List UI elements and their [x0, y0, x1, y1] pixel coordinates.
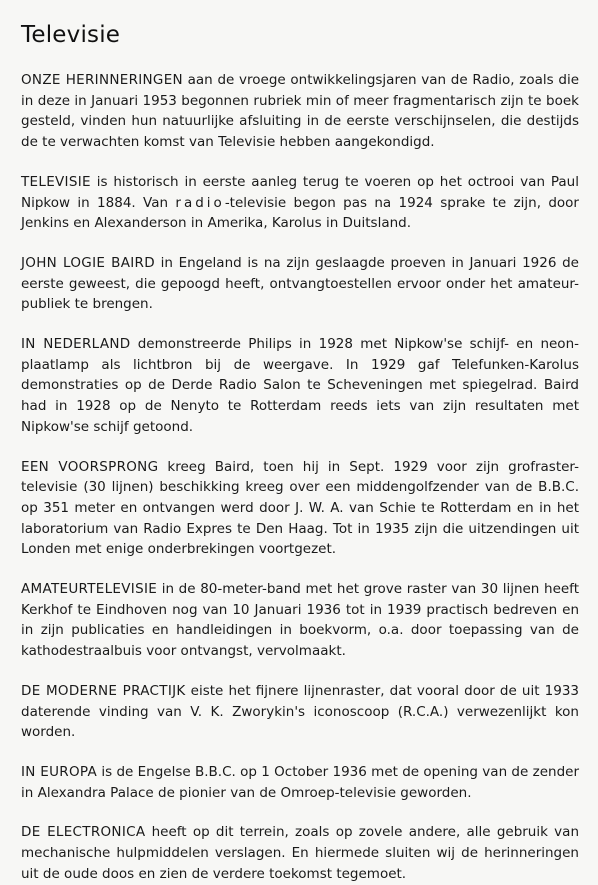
paragraph-emphasis: radio	[175, 194, 225, 211]
paragraph-text: in Engeland is na zijn geslaagde proeven in Januari 1926 de eerste geweest, die gepoogd heeft, ontvangtoestellen ervoor onder het amateur-publiek te brengen.	[21, 254, 579, 313]
paragraph-lead: ONZE HERINNERINGEN	[21, 72, 183, 88]
paragraph-lead: TELEVISIE	[21, 173, 91, 190]
paragraph-amateurtelevisie	[21, 579, 579, 662]
paragraph-baird	[21, 253, 579, 315]
paragraph-text: eiste het fijnere lijnenraster, dat vooral door de uit 1933 daterende vinding van V. K. Zworykin's iconoscoop (R.C.A.) verwezenlijkt kon worden.	[21, 682, 579, 741]
paragraph-text: demonstreerde Philips in 1928 met Nipkow'se schijf- en neon-plaatlamp als lichtbron bij de weergave. In 1929 gaf Telefunken-Karolus demonstraties op de Derde Radio Salon te Scheveningen met spiegelrad. Baird had in 1928 op de Nenyto te Rotterdam reeds iets van zijn resultaten met Nipkow'se schijf getoond.	[21, 336, 579, 435]
paragraph-text: is de Engelse B.B.C. op 1 October 1936 met de opening van de zender in Alexandra Palace de pionier van de Omroep-televisie geworden.	[21, 763, 579, 801]
paragraph-europa	[21, 762, 579, 803]
paragraph-lead: DE MODERNE PRACTIJK	[21, 682, 186, 699]
paragraph-text: in de 80-meter-band met het grove raster van 30 lijnen heeft Kerkhof te Eindhoven nog van 10 Januari 1936 tot in 1939 practisch bedreven en in zijn publicaties en handleidingen in boekvorm, o.a. door toepassing van de kathodestraalbuis voor ontvangst, vervolmaakt.	[21, 581, 579, 660]
paragraph-text: is historisch in eerste aanleg terug te voeren op het octrooi van Paul Nipkow in 1884. Van	[21, 173, 579, 211]
paragraph-herinneringen	[21, 70, 579, 153]
paragraph-text-continued: -televisie begon pas na 1924 sprake te zijn, door Jenkins en Alexanderson in Amerika, Karolus in Duitsland.	[21, 194, 579, 232]
paragraph-text: aan de vroege ontwikkelingsjaren van de Radio, zoals die in deze in Januari 1953 begonnen rubriek min of meer fragmentarisch zijn te boek gesteld, vinden hun natuurlijke afsluiting in de eerste verschijnselen, die destijds de te verwachten komst van Televisie hebben aangekondigd.	[21, 72, 580, 151]
paragraph-electronica	[21, 822, 579, 884]
paragraph-lead: EEN VOORSPRONG	[21, 458, 159, 475]
paragraph-lead: DE ELECTRONICA	[21, 824, 146, 841]
page-title: Televisie	[21, 22, 121, 48]
paragraph-nederland	[21, 334, 579, 438]
paragraph-lead: AMATEURTELEVISIE	[21, 581, 158, 598]
paragraph-televisie	[21, 172, 579, 234]
paragraph-text: heeft op dit terrein, zoals op zovele andere, alle gebruik van mechanische hulpmiddelen verslagen. En hiermede sluiten wij de herinneringen uit de oude doos en zien de verdere toekomst tegemoet.	[21, 824, 579, 882]
paragraph-text: kreeg Baird, toen hij in Sept. 1929 voor zijn grofraster-televisie (30 lijnen) beschikking kreeg over een middengolfzender van de B.B.C. op 351 meter en ontvangen werd door J. W. A. van Schie te Rotterdam en in het laboratorium van Radio Expres te Den Haag. Tot in 1935 zijn die uitzendingen uit Londen met enige onderbrekingen voortgezet.	[21, 458, 579, 558]
paragraph-lead: IN NEDERLAND	[21, 336, 131, 353]
paragraph-voorsprong	[21, 457, 579, 561]
paragraph-lead: IN EUROPA	[21, 763, 98, 780]
paragraph-moderne-practijk	[21, 681, 579, 743]
paragraph-lead: JOHN LOGIE BAIRD	[21, 254, 155, 271]
